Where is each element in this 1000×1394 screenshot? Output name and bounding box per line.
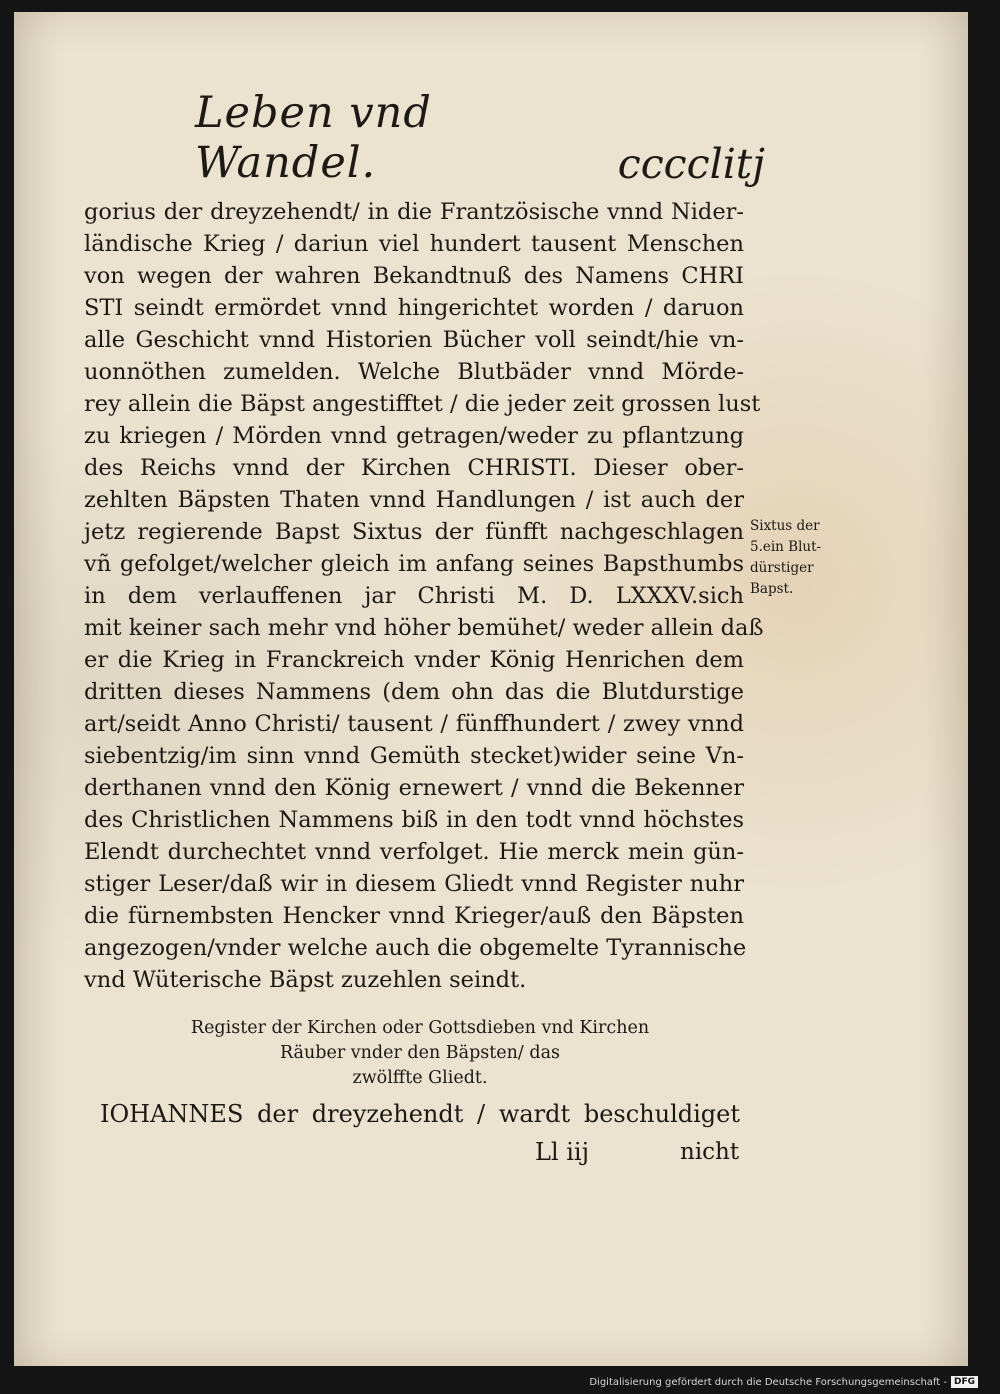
digitization-notice: Digitalisierung gefördert durch die Deutsche Forschungsgemeinschaft - [589, 1376, 947, 1388]
text-line: mit keiner sach mehr vnd höher bemühet/ weder allein daß [84, 615, 764, 641]
text-line: vñ gefolget/welcher gleich im anfang seines Bapsthumbs [84, 551, 744, 577]
text-line: des Christlichen Nammens biß in den todt vnnd höchstes [84, 807, 744, 833]
margin-note-line: Sixtus der [750, 518, 820, 534]
text-line: siebentzig/im sinn vnnd Gemüth stecket)wider seine Vn- [84, 743, 744, 769]
text-line: die fürnembsten Hencker vnnd Krieger/auß den Bäpsten [84, 903, 744, 929]
section-heading-line: zwölffte Gliedt. [352, 1068, 488, 1088]
text-line: er die Krieg in Franckreich vnder König Henrichen dem [84, 647, 744, 673]
margin-note-line: 5.ein Blut- [750, 539, 822, 555]
margin-note-line: dürstiger [750, 560, 814, 576]
text-line: stiger Leser/daß wir in diesem Gliedt vnnd Register nuhr [84, 871, 744, 897]
text-line: Elendt durchechtet vnnd verfolget. Hie merck mein gün- [84, 839, 744, 865]
section-opening-line: IOHANNES der dreyzehendt / wardt beschuldiget [100, 1100, 740, 1128]
text-line: uonnöthen zumelden. Welche Blutbäder vnnd Mörde- [84, 359, 744, 385]
text-line: jetz regierende Bapst Sixtus der fünfft nachgeschlagen [84, 519, 744, 545]
text-line: in dem verlauffenen jar Christi M. D. LXXXV.sich [84, 583, 744, 609]
text-line: derthanen vnnd den König ernewert / vnnd die Bekenner [84, 775, 744, 801]
running-header [195, 88, 765, 188]
text-line: alle Geschicht vnnd Historien Bücher voll seindt/hie vn- [84, 327, 744, 353]
text-line: zehlten Bäpsten Thaten vnnd Handlungen / ist auch der [84, 487, 744, 513]
text-line: STI seindt ermördet vnnd hingerichtet worden / daruon [84, 295, 744, 321]
running-title: Leben vnd Wandel. [195, 88, 432, 188]
margin-note-line: Bapst. [750, 581, 794, 597]
digitization-footer [589, 1376, 978, 1388]
text-line: dritten dieses Nammens (dem ohn das die Blutdurstige [84, 679, 744, 705]
text-line: art/seidt Anno Christi/ tausent / fünffhundert / zwey vnnd [84, 711, 744, 737]
main-text-block [84, 196, 764, 996]
text-line: von wegen der wahren Bekandtnuß des Namens CHRI [84, 263, 744, 289]
text-line: zu kriegen / Mörden vnnd getragen/weder zu pflantzung [84, 423, 744, 449]
section-heading-line: Räuber vnder den Bäpsten/ das [279, 1043, 561, 1063]
text-line: ländische Krieg / dariun viel hundert tausent Menschen [84, 231, 744, 257]
section-heading-line: Register der Kirchen oder Gottsdieben vnd Kirchen [190, 1018, 650, 1038]
text-line: rey allein die Bäpst angestifftet / die jeder zeit grossen lust [84, 391, 761, 417]
catchword: nicht [680, 1139, 740, 1165]
margin-note [750, 516, 870, 600]
text-line: angezogen/vnder welche auch die obgemelte Tyrannische [84, 935, 747, 961]
folio-number: cccclitj [617, 140, 765, 188]
text-line: vnd Wüterische Bäpst zuzehlen seindt. [84, 967, 527, 993]
text-line: des Reichs vnnd der Kirchen CHRISTI. Dieser ober- [84, 455, 744, 481]
signature-mark: Ll iij [535, 1138, 590, 1166]
text-line: gorius der dreyzehendt/ in die Frantzösische vnnd Nider- [84, 199, 744, 225]
dfg-logo-icon: DFG [951, 1376, 978, 1388]
section-heading [100, 1016, 740, 1091]
